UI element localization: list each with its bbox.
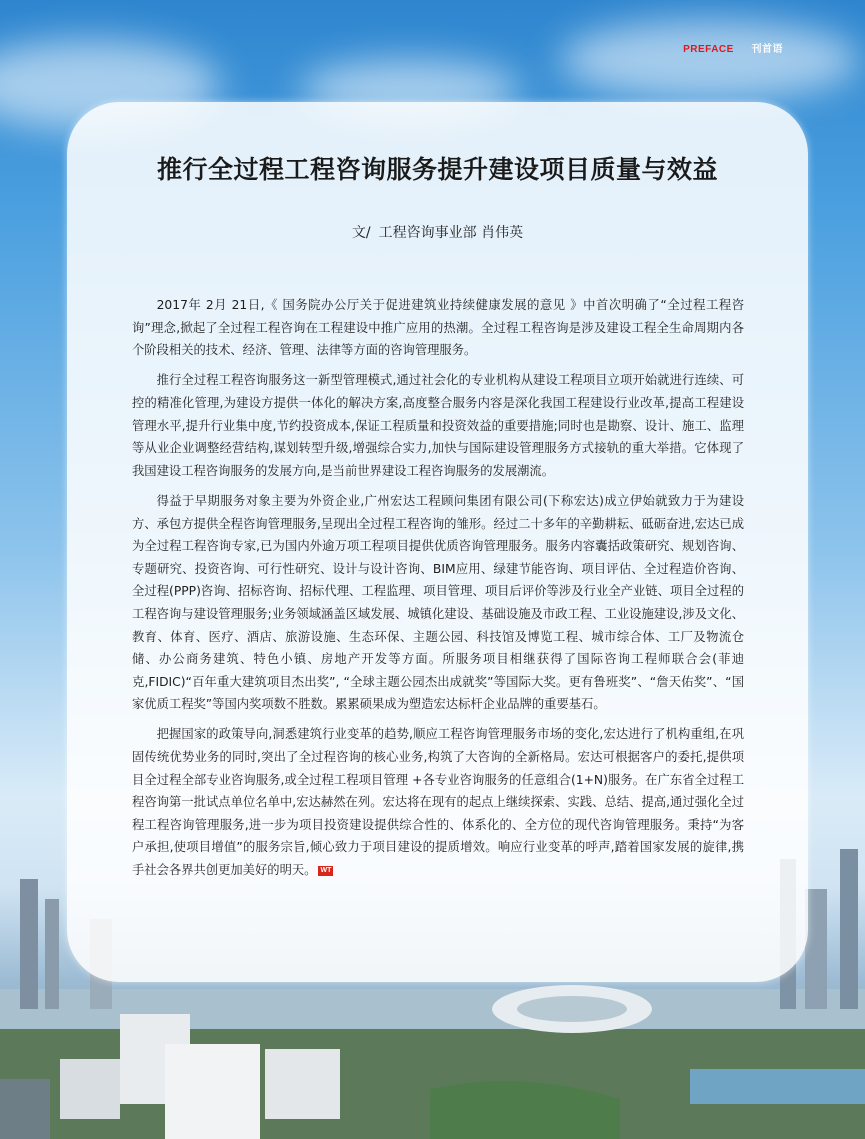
section-header (683, 40, 783, 55)
paragraph-text: 把握国家的政策导向,洞悉建筑行业变革的趋势,顺应工程咨询管理服务市场的变化,宏达进行了机构重组,在巩固传统优势业务的同时,突出了全过程咨询的核心业务,构筑了大咨询的全新格局。宏达可根据客户的委托,提供项目全过程全部专业咨询服务,或全过程工程项目管理 +各专业咨询服务的任意组合(1+N)服务。在广东省全过程工程咨询第一批试点单位名单中,宏达赫然在列。宏达将在现有的起点上继续探索、实践、总结、提高,通过强化全过程工程咨询管理服务,进一步为项目投资建设提供综合性的、体系化的、全方位的现代咨询管理服务。秉持“为客户承担,使项目增值”的服务宗旨,倾心致力于项目建设的提质增效。响应行业变革的呼声,踏着国家发展的旋律,携手社会各界共创更加美好的明天。 (132, 727, 744, 878)
byline-label: 文/ (351, 225, 371, 241)
cloud-decoration (560, 20, 860, 100)
end-mark-badge: WT (320, 866, 332, 874)
preface-label-zh: 刊首语 (751, 44, 783, 55)
paragraph: 推行全过程工程咨询服务这一新型管理模式,通过社会化的专业机构从建设工程项目立项开始就进行连续、可控的精准化管理,为建设方提供一体化的解决方案,高度整合服务内容是深化我国工程建设行业改革,提高工程建设管理水平,提升行业集中度,节约投资成本,保证工程质量和投资效益的重要措施;同时也是勘察、设计、施工、监理等从业企业调整经营结构,谋划转型升级,增强综合实力,加快与国际建设管理服务方式接轨的重大举措。它体现了我国建设工程咨询服务的发展方向,是当前世界建设工程咨询服务的发展潮流。 (132, 373, 744, 478)
paragraph: 得益于早期服务对象主要为外资企业,广州宏达工程顾问集团有限公司(下称宏达)成立伊始就致力于为建设方、承包方提供全程咨询管理服务,呈现出全过程工程咨询的雏形。经过二十多年的辛勤耕耘、砥砺奋进,宏达已成为全过程工程咨询专家,已为国内外逾万项工程项目提供优质咨询管理服务。服务内容囊括政策研究、规划咨询、专题研究、投资咨询、可行性研究、设计与设计咨询、BIM应用、绿建节能咨询、项目评估、全过程造价咨询、全过程(PPP)咨询、招标咨询、招标代理、工程监理、项目管理、项目后评价等涉及行业全产业链、项目全过程的工程咨询与建设管理服务;业务领域涵盖区域发展、城镇化建设、基础设施及市政工程、工业设施建设,涉及文化、教育、体育、医疗、酒店、旅游设施、生态环保、主题公园、科技馆及博览工程、城市综合体、工厂及物流仓储、办公商务建筑、特色小镇、房地产开发等方面。所服务项目相继获得了国际咨询工程师联合会(菲迪克,FIDIC)“百年重大建筑项目杰出奖”, “全球主题公园杰出成就奖”等国际大奖。更有鲁班奖”、“詹天佑奖”、“国家优质工程奖”等国内奖项数不胜数。累累硕果成为塑造宏达标杆企业品牌的重要基石。 (132, 493, 744, 712)
paragraph (132, 723, 744, 881)
article-title: 推行全过程工程咨询服务提升建设项目质量与效益 (156, 155, 718, 184)
byline-author: 工程咨询事业部 肖伟英 (378, 225, 524, 241)
article-body (132, 294, 744, 889)
article-byline (67, 222, 808, 242)
preface-label: PREFACE (683, 44, 734, 55)
paragraph: 2017年 2月 21日,《 国务院办公厅关于促进建筑业持续健康发展的意见 》中首次明确了“全过程工程咨询”理念,掀起了全过程工程咨询在工程建设中推广应用的热潮。全过程工程咨询是涉及建设工程全生命周期内各个阶段相关的技术、经济、管理、法律等方面的咨询管理服务。 (132, 298, 744, 358)
